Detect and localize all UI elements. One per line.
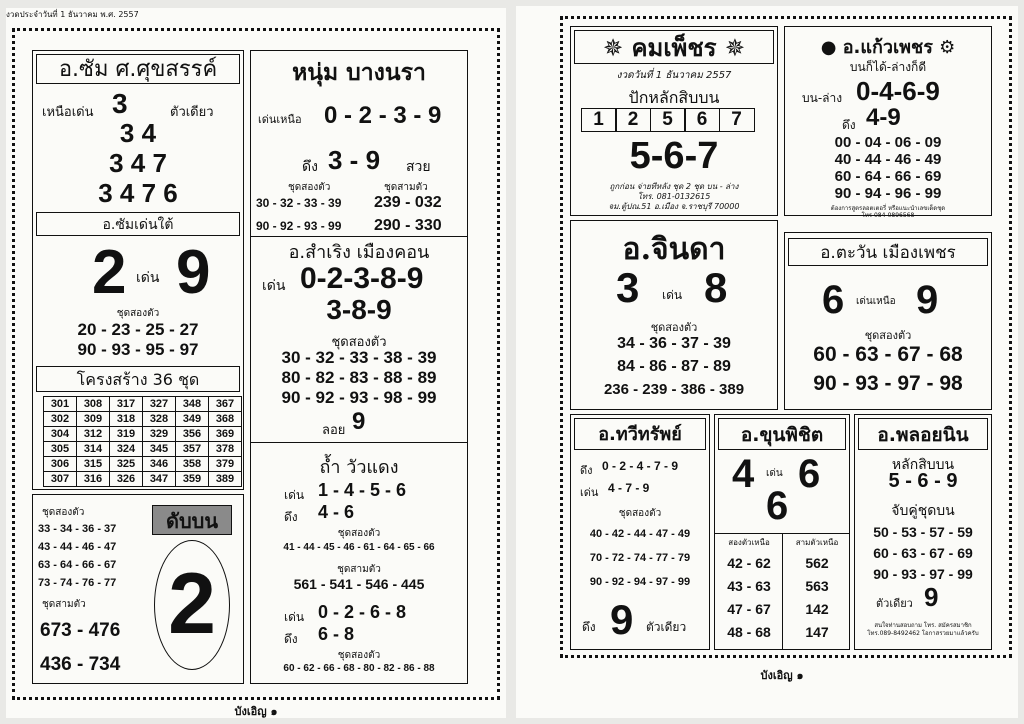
structure-cell: 314 — [77, 442, 110, 457]
structure-cell: 346 — [143, 457, 176, 472]
structure-cell: 356 — [176, 427, 209, 442]
structure-cell: 324 — [110, 442, 143, 457]
left-page — [6, 8, 506, 718]
samroeng-den-label: เด่น — [262, 278, 286, 294]
ploy-jab: จับคู่ชุดบน — [891, 503, 955, 519]
kaew-r4: 90 - 94 - 96 - 99 — [834, 185, 942, 202]
tham-dueng-nums: 4 - 6 — [318, 502, 355, 522]
tham-den2-label: เด่น — [284, 610, 305, 624]
structure-row — [44, 442, 242, 457]
list-item: 142 — [805, 601, 829, 617]
divider — [250, 236, 468, 237]
kaew-r1: 00 - 04 - 06 - 09 — [834, 134, 942, 151]
structure-cell: 315 — [77, 457, 110, 472]
ploy-single-label: ตัวเดียว — [876, 597, 913, 610]
tawan-r2: 90 - 93 - 97 - 98 — [813, 372, 963, 395]
tawan-a: 6 — [822, 278, 845, 322]
sam-big-b: 9 — [176, 238, 211, 307]
structure-cell: 378 — [209, 442, 242, 457]
jinda-b: 8 — [704, 264, 728, 311]
kom-big: 5-6-7 — [629, 135, 719, 177]
thawi-dueng2-label: ดึง — [582, 620, 596, 634]
kaew-bon-nums: 0-4-6-9 — [856, 76, 940, 106]
num-nuea-label: เด่นเหนือ — [258, 113, 302, 126]
structure-cell: 305 — [44, 442, 77, 457]
jinda-den: เด่น — [662, 288, 683, 302]
sam-pairs2: 90 - 93 - 95 - 97 — [77, 340, 199, 359]
ploy-nums: 5 - 6 - 9 — [888, 470, 958, 492]
structure-cell: 309 — [77, 412, 110, 427]
structure-cell: 302 — [44, 412, 77, 427]
structure-cell: 368 — [209, 412, 242, 427]
jinda-two-label: ชุดสองตัว — [650, 321, 698, 334]
structure-cell: 301 — [44, 397, 77, 412]
tham-den-nums: 1 - 4 - 5 - 6 — [318, 480, 407, 500]
kaew-r2: 40 - 44 - 46 - 49 — [834, 151, 942, 168]
digit-cell: 7 — [719, 108, 755, 132]
structure-cell: 318 — [110, 412, 143, 427]
structure-cell: 308 — [77, 397, 110, 412]
digit-cell: 2 — [615, 108, 651, 132]
num-suay: สวย — [406, 159, 431, 175]
sam-pairs-label: ชุดสองตัว — [116, 308, 160, 319]
khun-three-list — [784, 552, 850, 644]
khun-b: 6 — [798, 452, 821, 496]
structure-cell: 345 — [143, 442, 176, 457]
ploy-sub: หลักสิบบน — [891, 457, 955, 473]
structure-cell: 325 — [110, 457, 143, 472]
two-line-3: 63 - 64 - 66 - 67 — [38, 559, 117, 571]
sam-row3: 3 4 7 6 — [98, 178, 178, 208]
thawi-r2: 70 - 72 - 74 - 77 - 79 — [589, 552, 691, 564]
ploy-r3: 90 - 93 - 97 - 99 — [873, 566, 973, 582]
tawan-r1: 60 - 63 - 67 - 68 — [813, 343, 963, 366]
thawi-title: อ.ทวีทรัพย์ — [574, 418, 706, 450]
sam-single-label: ตัวเดียว — [170, 105, 214, 120]
kaew-title: อ.แก้วเพชร — [842, 37, 933, 58]
tham-two2-line: 60 - 62 - 66 - 68 - 80 - 82 - 86 - 88 — [283, 663, 435, 674]
structure-title: โครงสร้าง 36 ชุด — [36, 366, 240, 392]
list-item: 42 - 62 — [727, 555, 771, 571]
ploy-note2: โทร.089-8492462 โอกาสรวยมาแล้วครับ — [867, 630, 979, 637]
tham-den-label: เด่น — [284, 488, 305, 502]
kom-header — [574, 30, 774, 64]
jinda-title: อ.จินดา — [622, 232, 726, 267]
thawi-r1: 40 - 42 - 44 - 47 - 49 — [589, 528, 691, 540]
kom-title: คมเพ็ชร — [631, 34, 717, 62]
list-item: 562 — [805, 555, 829, 571]
structure-cell: 348 — [176, 397, 209, 412]
sam-pairs1: 20 - 23 - 25 - 27 — [77, 320, 199, 339]
sam-tai-title: อ.ซัมเด่นใต้ — [36, 212, 240, 236]
thawi-dueng2-num: 9 — [610, 596, 634, 643]
kaew-note1: ต้องการสูตรลอตเตอรี่ หรือแนะนำเลขเด็ดชุด — [830, 205, 946, 212]
khun-title: อ.ขุนพิชิต — [718, 418, 846, 450]
tham-three-label: ชุดสามตัว — [337, 564, 381, 575]
kom-sub: ปักหลักสิบบน — [628, 88, 720, 107]
ploy-title: อ.พลอยนิน — [858, 418, 988, 450]
jinda-a: 3 — [616, 264, 640, 311]
khun-c: 6 — [766, 484, 789, 528]
tham-dueng2-label: ดึง — [284, 632, 298, 646]
num-three2: 290 - 330 — [374, 217, 442, 234]
divider — [782, 533, 783, 650]
sam-den-label: เด่น — [136, 270, 160, 286]
tawan-den: เด่นเหนือ — [856, 296, 896, 307]
tawan-title: อ.ตะวัน เมืองเพชร — [788, 238, 988, 266]
thawi-single: ตัวเดียว — [646, 620, 687, 634]
samroeng-two-label: ชุดสองตัว — [331, 335, 387, 350]
structure-cell: 328 — [143, 412, 176, 427]
dab-title: ดับบน — [152, 505, 232, 535]
structure-cell: 369 — [209, 427, 242, 442]
ploy-single-num: 9 — [924, 582, 939, 612]
samroeng-p3: 90 - 92 - 93 - 98 - 99 — [281, 388, 437, 407]
right-footer: บังเอิญ ๑ — [760, 669, 804, 682]
two-label: ชุดสองตัว — [42, 507, 85, 518]
kaew-dueng-label: ดึง — [842, 118, 856, 132]
structure-cell: 367 — [209, 397, 242, 412]
jinda-r1: 34 - 36 - 37 - 39 — [617, 335, 731, 352]
khun-three-label: สามตัวเหนือ — [795, 538, 839, 547]
divider — [250, 442, 468, 443]
samroeng-loy-label: ลอย — [322, 423, 346, 438]
jinda-r2: 84 - 86 - 87 - 89 — [617, 358, 731, 375]
tham-dueng2-nums: 6 - 8 — [318, 624, 355, 644]
gear-icon: ⚙ — [939, 37, 956, 58]
thawi-dueng-nums: 0 - 2 - 4 - 7 - 9 — [602, 459, 679, 473]
sam-nuea-num: 3 — [112, 88, 128, 119]
structure-cell: 329 — [143, 427, 176, 442]
tham-two-label: ชุดสองตัว — [337, 528, 381, 539]
sam-title: อ.ซัม ศ.ศุขสรรค์ — [36, 54, 240, 84]
three-line-1: 673 - 476 — [40, 620, 121, 641]
num-two2: 90 - 92 - 93 - 99 — [256, 219, 342, 233]
structure-grid — [43, 396, 242, 487]
kom-note3: จม.ตู้ปณ.51 อ.เมือง จ.ราชบุรี 70000 — [608, 202, 740, 211]
num-three1: 239 - 032 — [374, 194, 442, 211]
structure-row — [44, 457, 242, 472]
thawi-r3: 90 - 92 - 94 - 97 - 99 — [589, 576, 691, 588]
tawan-two-label: ชุดสองตัว — [864, 329, 912, 342]
bullet-icon: ● — [820, 37, 837, 58]
ploy-r1: 50 - 53 - 57 - 59 — [873, 524, 973, 540]
list-item: 47 - 67 — [727, 601, 771, 617]
tham-dueng-label: ดึง — [284, 510, 298, 524]
kaew-r3: 60 - 64 - 66 - 69 — [834, 168, 942, 185]
structure-cell: 306 — [44, 457, 77, 472]
kaew-dueng-nums: 4-9 — [866, 104, 901, 131]
tham-two2-label: ชุดสองตัว — [337, 650, 381, 661]
samroeng-p2: 80 - 82 - 83 - 88 - 89 — [281, 368, 437, 387]
khun-two-list — [716, 552, 782, 644]
two-line-4: 73 - 74 - 76 - 77 — [38, 577, 117, 589]
sam-row2: 3 4 7 — [109, 148, 167, 178]
num-dueng-nums: 3 - 9 — [328, 145, 381, 175]
khun-two-label: สองตัวเหนือ — [728, 538, 770, 547]
structure-cell: 326 — [110, 472, 143, 487]
dab-num: 2 — [168, 556, 216, 652]
num-three-label: ชุดสามตัว — [384, 182, 428, 193]
num-two-label: ชุดสองตัว — [288, 182, 331, 193]
structure-cell: 379 — [209, 457, 242, 472]
tham-three-line: 561 - 541 - 546 - 445 — [293, 576, 425, 592]
samroeng-loy-num: 9 — [352, 408, 366, 435]
structure-row — [44, 412, 242, 427]
kom-digits — [582, 108, 755, 132]
structure-cell: 304 — [44, 427, 77, 442]
structure-cell: 312 — [77, 427, 110, 442]
list-item: 147 — [805, 624, 829, 640]
num-title: หนุ่ม บางนรา — [292, 59, 426, 86]
jinda-r3: 236 - 239 - 386 - 389 — [603, 381, 745, 398]
left-footer: บังเอิญ ๑ — [234, 705, 278, 718]
structure-cell: 317 — [110, 397, 143, 412]
structure-row — [44, 472, 242, 487]
three-line-2: 436 - 734 — [40, 654, 121, 675]
samroeng-line2: 3-8-9 — [326, 294, 392, 325]
structure-cell: 389 — [209, 472, 242, 487]
right-page — [516, 6, 1018, 718]
tham-den2-nums: 0 - 2 - 6 - 8 — [318, 602, 407, 622]
tham-two-line: 41 - 44 - 45 - 46 - 61 - 64 - 65 - 66 — [283, 542, 435, 553]
list-item: 43 - 63 — [727, 578, 771, 594]
structure-cell: 359 — [176, 472, 209, 487]
num-two1: 30 - 32 - 33 - 39 — [256, 196, 342, 210]
khun-a: 4 — [732, 452, 755, 496]
star-icon: ✵ — [602, 34, 624, 62]
tham-title: ถ้ำ วัวแดง — [319, 457, 399, 478]
thawi-den-nums: 4 - 7 - 9 — [608, 481, 650, 495]
num-nuea-nums: 0 - 2 - 3 - 9 — [324, 102, 442, 129]
khun-den: เด่น — [766, 468, 783, 479]
kaew-header — [788, 32, 988, 61]
thawi-two-label: ชุดสองตัว — [618, 508, 662, 519]
structure-row — [44, 427, 242, 442]
list-item: 48 - 68 — [727, 624, 771, 640]
structure-row — [44, 397, 242, 412]
structure-cell: 347 — [143, 472, 176, 487]
kom-note1: ถูกก่อน จ่ายทีหลัง ชุด 2 ชุด บน - ล่าง — [609, 182, 739, 191]
structure-cell: 316 — [77, 472, 110, 487]
ploy-note1: สนใจท่านสอบถาม โทร. สมัครสมาชิก — [874, 622, 972, 629]
samroeng-title: อ.สำเริง เมืองคอน — [288, 242, 430, 263]
digit-cell: 1 — [581, 108, 617, 132]
thawi-den-label: เด่น — [580, 486, 599, 499]
structure-cell: 307 — [44, 472, 77, 487]
samroeng-p1: 30 - 32 - 33 - 38 - 39 — [281, 348, 437, 367]
star-icon: ✵ — [724, 34, 745, 62]
list-item: 563 — [805, 578, 829, 594]
thawi-dueng-label: ดึง — [580, 464, 593, 477]
digit-cell: 6 — [684, 108, 720, 132]
structure-cell: 349 — [176, 412, 209, 427]
kaew-note2: โทร 084-0896568 — [861, 212, 915, 219]
num-dueng-label: ดึง — [302, 159, 318, 175]
kaew-sub: บนก็ได้-ล่างก็ดี — [849, 60, 927, 74]
sam-nuea-label: เหนือเด่น — [42, 105, 94, 120]
digit-cell: 5 — [650, 108, 686, 132]
two-line-1: 33 - 34 - 36 - 37 — [38, 523, 117, 535]
structure-cell: 357 — [176, 442, 209, 457]
kom-date: งวดวันที่ 1 ธันวาคม 2557 — [616, 70, 732, 81]
sam-row1: 3 4 — [119, 118, 157, 148]
kom-note2: โทร. 081-0132615 — [637, 192, 711, 201]
samroeng-line1: 0-2-3-8-9 — [300, 262, 424, 295]
ploy-r2: 60 - 63 - 67 - 69 — [873, 545, 973, 561]
three-label: ชุดสามตัว — [42, 599, 86, 610]
two-line-2: 43 - 44 - 46 - 47 — [38, 541, 117, 553]
structure-cell: 358 — [176, 457, 209, 472]
date-line: งวดประจำวันที่ 1 ธันวาคม พ.ศ. 2557 — [6, 10, 139, 19]
tawan-b: 9 — [916, 278, 939, 322]
sam-big-a: 2 — [92, 238, 127, 307]
kaew-bon-label: บน-ล่าง — [802, 91, 843, 105]
structure-cell: 319 — [110, 427, 143, 442]
structure-cell: 327 — [143, 397, 176, 412]
